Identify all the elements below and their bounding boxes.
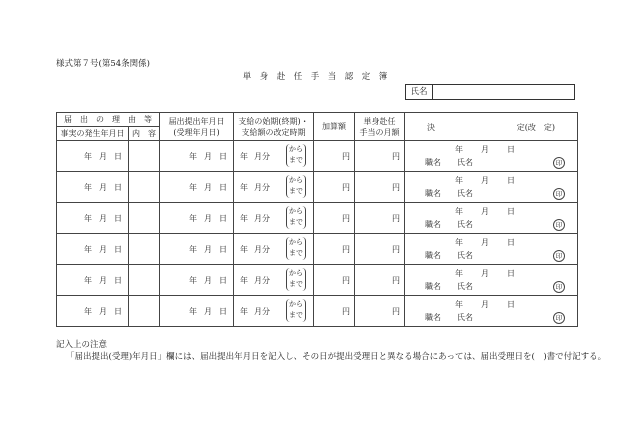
yen-label: 円 xyxy=(392,151,400,161)
header-period-line2: 支給額の改定時期 xyxy=(241,127,306,137)
additional-amount-cell xyxy=(314,234,355,265)
monthly-allowance-cell xyxy=(355,296,405,327)
to-label: まで xyxy=(289,311,303,319)
year-label: 年 xyxy=(84,213,92,223)
decision-signature xyxy=(425,219,473,230)
to-label: まで xyxy=(289,187,303,195)
notes-title: 記入上の注意 xyxy=(56,340,108,350)
content-cell xyxy=(129,296,160,327)
day-label: 日 xyxy=(114,275,122,285)
month-from-label: 月分 xyxy=(254,183,270,192)
year-label: 年 xyxy=(189,306,197,316)
submit-date-cell xyxy=(160,141,234,172)
period-year-month xyxy=(240,244,270,255)
header-allowance xyxy=(355,113,405,141)
form-number: 様式第７号(第54条関係) xyxy=(56,59,150,69)
yen-label: 円 xyxy=(342,244,350,254)
additional-amount-cell xyxy=(314,172,355,203)
day-label: 日 xyxy=(114,182,122,192)
decision-cell xyxy=(405,172,578,203)
submit-date-cell xyxy=(160,234,234,265)
year-label: 年 xyxy=(84,275,92,285)
header-period xyxy=(234,113,314,141)
decision-signature xyxy=(425,157,473,168)
allowance-ledger-table xyxy=(56,112,578,327)
day-label: 日 xyxy=(219,306,227,316)
content-cell xyxy=(129,265,160,296)
month-label: 月 xyxy=(481,207,489,216)
period-cell xyxy=(234,172,314,203)
decision-cell xyxy=(405,234,578,265)
period-cell xyxy=(234,234,314,265)
month-label: 月 xyxy=(204,182,212,192)
year-label: 年 xyxy=(455,207,463,216)
period-brace xyxy=(286,175,306,198)
monthly-allowance-cell xyxy=(355,234,405,265)
yen-label: 円 xyxy=(392,275,400,285)
from-label: から xyxy=(289,176,303,184)
year-label: 年 xyxy=(189,244,197,254)
additional-amount-cell xyxy=(314,265,355,296)
period-year-month xyxy=(240,306,270,317)
event-date-cell xyxy=(57,265,129,296)
period-brace xyxy=(286,268,306,291)
signer-name-label: 氏名 xyxy=(457,189,473,198)
year-label: 年 xyxy=(240,245,248,254)
yen-label: 円 xyxy=(342,275,350,285)
day-label: 日 xyxy=(507,300,515,309)
year-label: 年 xyxy=(84,151,92,161)
day-label: 日 xyxy=(507,207,515,216)
day-label: 日 xyxy=(219,151,227,161)
year-label: 年 xyxy=(455,238,463,247)
table-row xyxy=(57,234,578,265)
period-year-month xyxy=(240,182,270,193)
to-label: まで xyxy=(289,156,303,164)
from-label: から xyxy=(289,145,303,153)
decision-cell xyxy=(405,296,578,327)
additional-amount-cell xyxy=(314,203,355,234)
period-cell xyxy=(234,141,314,172)
table-row xyxy=(57,141,578,172)
event-date-cell xyxy=(57,203,129,234)
event-date-cell xyxy=(57,141,129,172)
day-label: 日 xyxy=(219,275,227,285)
submit-date-cell xyxy=(160,172,234,203)
header-allowance-line1: 単身赴任 xyxy=(363,116,396,126)
header-decision-left: 決 xyxy=(427,123,435,132)
decision-signature xyxy=(425,312,473,323)
period-year-month xyxy=(240,275,270,286)
signer-name-label: 氏名 xyxy=(457,251,473,260)
header-period-line1: 支給の始期(終期)・ xyxy=(238,116,309,126)
yen-label: 円 xyxy=(392,244,400,254)
year-label: 年 xyxy=(189,182,197,192)
month-label: 月 xyxy=(99,182,107,192)
year-label: 年 xyxy=(240,183,248,192)
table-row xyxy=(57,203,578,234)
period-brace xyxy=(286,299,306,322)
header-content: 内 容 xyxy=(129,127,160,141)
decision-date xyxy=(455,237,515,248)
year-label: 年 xyxy=(240,214,248,223)
submit-date-cell xyxy=(160,265,234,296)
seal-mark: 印 xyxy=(553,157,565,169)
day-label: 日 xyxy=(507,269,515,278)
month-label: 月 xyxy=(99,244,107,254)
submit-date-cell xyxy=(160,296,234,327)
day-label: 日 xyxy=(219,213,227,223)
decision-signature xyxy=(425,188,473,199)
decision-signature xyxy=(425,250,473,261)
additional-amount-cell xyxy=(314,296,355,327)
month-label: 月 xyxy=(481,145,489,154)
header-additional: 加算額 xyxy=(314,113,355,141)
yen-label: 円 xyxy=(392,182,400,192)
post-label: 職名 xyxy=(425,189,441,198)
decision-cell xyxy=(405,141,578,172)
year-label: 年 xyxy=(84,244,92,254)
monthly-allowance-cell xyxy=(355,265,405,296)
monthly-allowance-cell xyxy=(355,203,405,234)
month-label: 月 xyxy=(99,306,107,316)
day-label: 日 xyxy=(114,244,122,254)
from-label: から xyxy=(289,238,303,246)
from-label: から xyxy=(289,269,303,277)
from-label: から xyxy=(289,207,303,215)
month-from-label: 月分 xyxy=(254,276,270,285)
month-label: 月 xyxy=(204,275,212,285)
decision-date xyxy=(455,299,515,310)
yen-label: 円 xyxy=(392,306,400,316)
to-label: まで xyxy=(289,280,303,288)
header-allowance-line2: 手当の月額 xyxy=(359,127,400,137)
month-label: 月 xyxy=(204,213,212,223)
signer-name-label: 氏名 xyxy=(457,220,473,229)
document-title: 単 身 赴 任 手 当 認 定 簿 xyxy=(242,72,388,82)
decision-date xyxy=(455,144,515,155)
post-label: 職名 xyxy=(425,220,441,229)
signer-name-label: 氏名 xyxy=(457,282,473,291)
seal-mark: 印 xyxy=(553,281,565,293)
yen-label: 円 xyxy=(342,151,350,161)
post-label: 職名 xyxy=(425,251,441,260)
monthly-allowance-cell xyxy=(355,172,405,203)
period-brace xyxy=(286,237,306,260)
period-brace xyxy=(286,206,306,229)
name-value xyxy=(433,85,574,99)
name-label: 氏名 xyxy=(406,85,433,99)
year-label: 年 xyxy=(240,276,248,285)
year-label: 年 xyxy=(189,213,197,223)
year-label: 年 xyxy=(240,307,248,316)
table-row xyxy=(57,172,578,203)
month-from-label: 月分 xyxy=(254,245,270,254)
content-cell xyxy=(129,203,160,234)
year-label: 年 xyxy=(84,306,92,316)
seal-mark: 印 xyxy=(553,188,565,200)
day-label: 日 xyxy=(507,145,515,154)
month-label: 月 xyxy=(481,269,489,278)
header-decision xyxy=(405,113,578,141)
month-label: 月 xyxy=(99,151,107,161)
day-label: 日 xyxy=(114,151,122,161)
decision-cell xyxy=(405,203,578,234)
seal-mark: 印 xyxy=(553,312,565,324)
month-label: 月 xyxy=(204,244,212,254)
month-label: 月 xyxy=(99,275,107,285)
event-date-cell xyxy=(57,296,129,327)
seal-mark: 印 xyxy=(553,219,565,231)
month-label: 月 xyxy=(481,176,489,185)
header-submit-date xyxy=(160,113,234,141)
period-cell xyxy=(234,265,314,296)
monthly-allowance-cell xyxy=(355,141,405,172)
month-label: 月 xyxy=(481,300,489,309)
submit-date-cell xyxy=(160,203,234,234)
period-cell xyxy=(234,296,314,327)
content-cell xyxy=(129,234,160,265)
day-label: 日 xyxy=(507,176,515,185)
yen-label: 円 xyxy=(342,306,350,316)
period-year-month xyxy=(240,151,270,162)
header-submit-date-line2: (受理年月日) xyxy=(173,127,220,137)
signer-name-label: 氏名 xyxy=(457,313,473,322)
seal-mark: 印 xyxy=(553,250,565,262)
header-reason-group: 届 出 の 理 由 等 xyxy=(57,113,160,127)
header-event-date: 事実の発生年月日 xyxy=(57,127,129,141)
year-label: 年 xyxy=(455,176,463,185)
day-label: 日 xyxy=(114,306,122,316)
year-label: 年 xyxy=(84,182,92,192)
period-brace xyxy=(286,144,306,167)
post-label: 職名 xyxy=(425,313,441,322)
decision-date xyxy=(455,206,515,217)
period-year-month xyxy=(240,213,270,224)
to-label: まで xyxy=(289,249,303,257)
month-from-label: 月分 xyxy=(254,214,270,223)
event-date-cell xyxy=(57,172,129,203)
notes-body: 「届出提出(受理)年月日」欄には、届出提出年月日を記入し、その日が提出受理日と異なる場合にあっては、届出受理日を( )書で付記する。 xyxy=(66,352,607,362)
period-cell xyxy=(234,203,314,234)
post-label: 職名 xyxy=(425,282,441,291)
from-label: から xyxy=(289,300,303,308)
yen-label: 円 xyxy=(342,213,350,223)
day-label: 日 xyxy=(219,244,227,254)
year-label: 年 xyxy=(455,300,463,309)
decision-signature xyxy=(425,281,473,292)
month-label: 月 xyxy=(481,238,489,247)
table-row xyxy=(57,296,578,327)
month-from-label: 月分 xyxy=(254,307,270,316)
content-cell xyxy=(129,172,160,203)
day-label: 日 xyxy=(219,182,227,192)
decision-cell xyxy=(405,265,578,296)
month-from-label: 月分 xyxy=(254,152,270,161)
day-label: 日 xyxy=(114,213,122,223)
year-label: 年 xyxy=(455,145,463,154)
header-decision-right: 定(改 定) xyxy=(516,123,555,132)
year-label: 年 xyxy=(189,275,197,285)
additional-amount-cell xyxy=(314,141,355,172)
month-label: 月 xyxy=(204,306,212,316)
table-row xyxy=(57,265,578,296)
year-label: 年 xyxy=(240,152,248,161)
month-label: 月 xyxy=(99,213,107,223)
name-field xyxy=(405,84,575,100)
yen-label: 円 xyxy=(392,213,400,223)
year-label: 年 xyxy=(455,269,463,278)
event-date-cell xyxy=(57,234,129,265)
to-label: まで xyxy=(289,218,303,226)
year-label: 年 xyxy=(189,151,197,161)
header-submit-date-line1: 届出提出年月日 xyxy=(168,116,225,126)
decision-date xyxy=(455,175,515,186)
signer-name-label: 氏名 xyxy=(457,158,473,167)
yen-label: 円 xyxy=(342,182,350,192)
day-label: 日 xyxy=(507,238,515,247)
month-label: 月 xyxy=(204,151,212,161)
post-label: 職名 xyxy=(425,158,441,167)
decision-date xyxy=(455,268,515,279)
content-cell xyxy=(129,141,160,172)
